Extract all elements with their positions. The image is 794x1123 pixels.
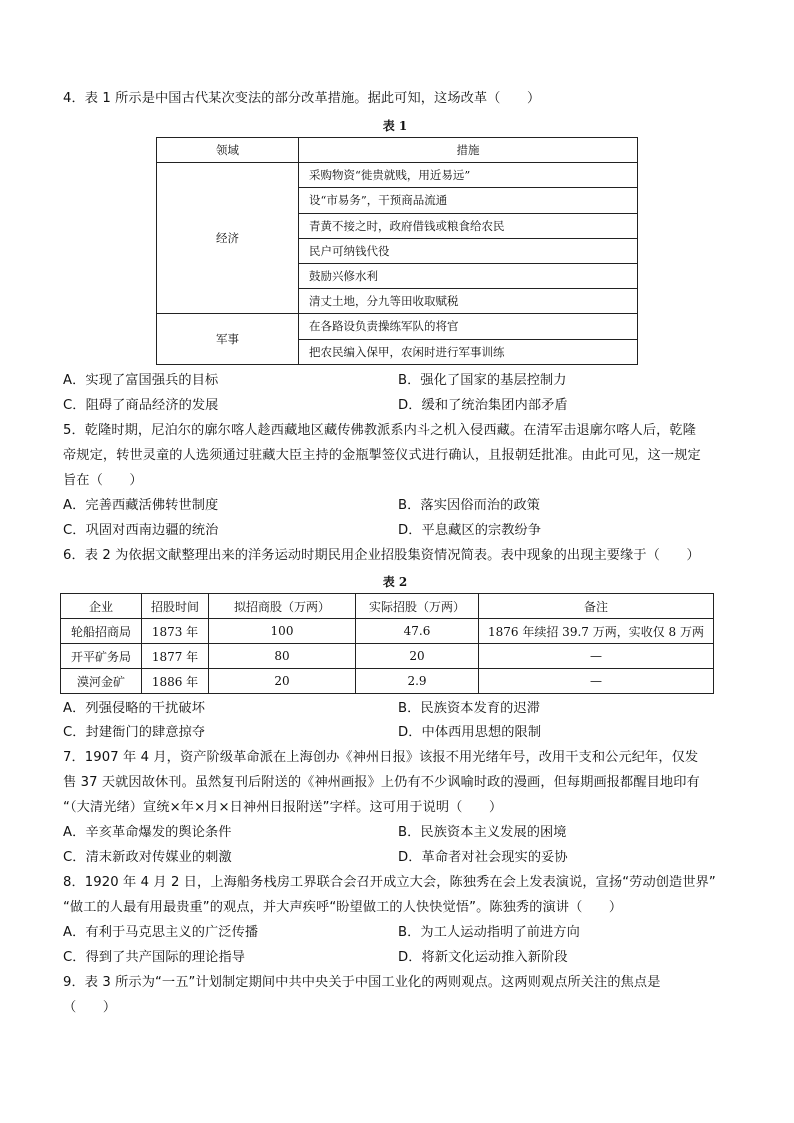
table-row <box>61 619 714 644</box>
q8-option-b[interactable]: B．为工人运动指明了前进方向 <box>398 925 580 940</box>
q8-option-d[interactable]: D．将新文化运动推入新阶段 <box>398 950 568 965</box>
measure-cell: 设“市易务”，干预商品流通 <box>299 188 638 213</box>
table-cell: — <box>479 669 714 694</box>
table-cell: 20 <box>356 644 479 669</box>
q4-option-a[interactable]: A．实现了富国强兵的目标 <box>63 373 219 388</box>
table1 <box>156 137 638 365</box>
table2 <box>60 593 714 694</box>
measure-cell: 青黄不接之时，政府借钱或粮食给农民 <box>299 213 638 238</box>
table-header: 领域 <box>157 138 299 163</box>
q5-option-c[interactable]: C．巩固对西南边疆的统治 <box>63 523 219 538</box>
domain-cell: 经济 <box>157 163 299 314</box>
table-cell: 1876 年续招 39.7 万两，实收仅 8 万两 <box>479 619 714 644</box>
q6-stem: 6．表 2 为依据文献整理出来的洋务运动时期民用企业招股集资情况简表。表中现象的出现主要缘于（ ） <box>63 548 700 563</box>
table-header: 备注 <box>479 594 714 619</box>
table-header: 企业 <box>61 594 142 619</box>
table-cell: 开平矿务局 <box>61 644 142 669</box>
q7-option-a[interactable]: A．辛亥革命爆发的舆论条件 <box>63 825 232 840</box>
q7-option-b[interactable]: B．民族资本主义发展的困境 <box>398 825 567 840</box>
table-header: 招股时间 <box>142 594 209 619</box>
q5-option-a[interactable]: A．完善西藏活佛转世制度 <box>63 498 219 513</box>
table-row <box>61 644 714 669</box>
q8-stem-line: “做工的人最有用最贵重”的观点，并大声疾呼“盼望做工的人快快觉悟”。陈独秀的演讲（ ） <box>63 900 623 915</box>
q4-option-b[interactable]: B．强化了国家的基层控制力 <box>398 373 567 388</box>
q6-option-a[interactable]: A．列强侵略的干扰破坏 <box>63 701 205 716</box>
measure-cell: 采购物资“徙贵就贱，用近易远” <box>299 163 638 188</box>
q8-option-a[interactable]: A．有利于马克思主义的广泛传播 <box>63 925 259 940</box>
q5-stem-line: 帝规定，转世灵童的人选须通过驻藏大臣主持的金瓶掣签仪式进行确认，且报朝廷批准。由此可见，这一规定 <box>63 448 701 463</box>
q7-stem-line: 售 37 天就因故休刊。虽然复刊后附送的《神州画报》上仍有不少讽喻时政的漫画，但每期画报都醒目地印有 <box>63 775 700 790</box>
table-header: 拟招商股（万两） <box>209 594 356 619</box>
q7-option-c[interactable]: C．清末新政对传媒业的刺激 <box>63 850 232 865</box>
table-header: 措施 <box>299 138 638 163</box>
domain-cell: 军事 <box>157 314 299 364</box>
table-cell: 100 <box>209 619 356 644</box>
table-cell: 漠河金矿 <box>61 669 142 694</box>
table-cell: — <box>479 644 714 669</box>
table-row <box>157 138 638 163</box>
q4-option-c[interactable]: C．阻碍了商品经济的发展 <box>63 398 219 413</box>
table-cell: 1877 年 <box>142 644 209 669</box>
table-row <box>61 594 714 619</box>
table-row <box>157 163 638 188</box>
table1-caption: 表 1 <box>382 119 408 133</box>
q6-option-d[interactable]: D．中体西用思想的限制 <box>398 725 542 740</box>
measure-cell: 民户可纳钱代役 <box>299 238 638 263</box>
q7-stem-line: “（大清光绪）宣统×年×月×日神州日报附送”字样。这可用于说明（ ） <box>63 800 503 815</box>
q5-option-b[interactable]: B．落实因俗而治的政策 <box>398 498 541 513</box>
q8-stem-line: 8．1920 年 4 月 2 日，上海船务栈房工界联合会召开成立大会，陈独秀在会上发表演说，宣扬“劳动创造世界” <box>63 875 716 890</box>
measure-cell: 把农民编入保甲，农闲时进行军事训练 <box>299 339 638 364</box>
measure-cell: 清丈土地，分九等田收取赋税 <box>299 289 638 314</box>
q5-stem-line: 旨在（ ） <box>63 473 143 488</box>
table-cell: 轮船招商局 <box>61 619 142 644</box>
measure-cell: 在各路设负责操练军队的将官 <box>299 314 638 339</box>
q4-stem: 4．表 1 所示是中国古代某次变法的部分改革措施。据此可知，这场改革（ ） <box>63 91 541 106</box>
q9-stem-line: （ ） <box>63 1000 117 1015</box>
table-row <box>157 314 638 339</box>
table-cell: 80 <box>209 644 356 669</box>
table-cell: 1886 年 <box>142 669 209 694</box>
measure-cell: 鼓励兴修水利 <box>299 263 638 288</box>
q7-stem-line: 7．1907 年 4 月，资产阶级革命派在上海创办《神州日报》该报不用光绪年号，改用干支和公元纪年，仅发 <box>63 750 699 765</box>
q7-option-d[interactable]: D．革命者对社会现实的妥协 <box>398 850 568 865</box>
table-cell: 2.9 <box>356 669 479 694</box>
q6-option-b[interactable]: B．民族资本发育的迟滞 <box>398 701 541 716</box>
table2-caption: 表 2 <box>382 575 408 589</box>
q5-stem-line: 5．乾隆时期，尼泊尔的廓尔喀人趁西藏地区藏传佛教派系内斗之机入侵西藏。在清军击退廓尔喀人后，乾隆 <box>63 423 696 438</box>
q6-option-c[interactable]: C．封建衙门的肆意掠夺 <box>63 725 206 740</box>
table-cell: 47.6 <box>356 619 479 644</box>
q4-option-d[interactable]: D．缓和了统治集团内部矛盾 <box>398 398 568 413</box>
table-cell: 20 <box>209 669 356 694</box>
q5-option-d[interactable]: D．平息藏区的宗教纷争 <box>398 523 542 538</box>
table-row <box>61 669 714 694</box>
q9-stem-line: 9．表 3 所示为“一五”计划制定期间中共中央关于中国工业化的两则观点。这两则观点所关注的焦点是 <box>63 975 661 990</box>
table-cell: 1873 年 <box>142 619 209 644</box>
table-header: 实际招股（万两） <box>356 594 479 619</box>
q8-option-c[interactable]: C．得到了共产国际的理论指导 <box>63 950 246 965</box>
